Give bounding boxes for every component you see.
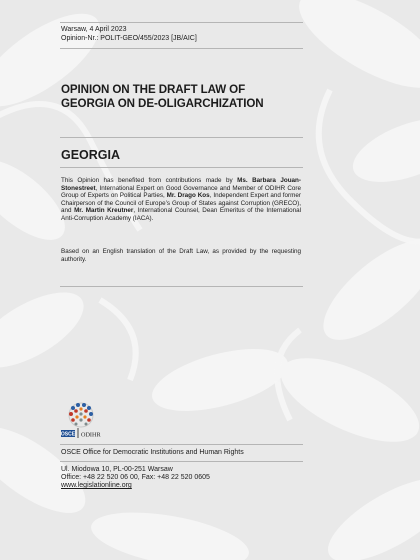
footer-rule-2 — [60, 461, 303, 462]
title-line-1: OPINION ON THE DRAFT LAW OF — [61, 83, 246, 96]
contrib-text-1: This Opinion has benefited from contributions made by — [61, 177, 238, 184]
body-rule — [60, 286, 303, 287]
website-link[interactable]: www.legislationline.org — [61, 482, 132, 489]
logo-graphic — [60, 398, 142, 446]
country-heading: GEORGIA — [61, 148, 121, 162]
translation-note: Based on an English translation of the Draft Law, as provided by the requesting authority. — [61, 248, 301, 263]
osce-odihr-logo — [60, 398, 142, 446]
address-line: Ul. Miodowa 10, PL-00-251 Warsaw — [61, 466, 173, 473]
contrib-text-4: , International Counsel, Dean Emeritus of the International Anti-Corruption Academy (IACA). — [61, 207, 302, 222]
contrib-text-2: , International Expert on Good Governance and Member of ODIHR Core Group of Experts on Political Parties, — [61, 184, 301, 200]
organization-name: OSCE Office for Democratic Institutions and Human Rights — [61, 449, 244, 456]
top-rule — [60, 22, 303, 23]
contributions-paragraph — [61, 177, 301, 223]
odihr-mark: ODIHR — [81, 431, 101, 439]
footer-rule — [60, 444, 303, 445]
date-line: Warsaw, 4 April 2023 — [61, 26, 127, 33]
title-rule — [60, 137, 303, 138]
dove-wreath-icon — [69, 403, 93, 427]
contributor-name-2: Mr. Drago Kos — [166, 192, 210, 200]
contributor-name-1: Ms. Barbara Jouan-Stonestreet — [61, 177, 302, 192]
opinion-number: Opinion-Nr.: POLIT-GEO/455/2023 [JB/AIC] — [61, 35, 197, 42]
contact-line: Office: +48 22 520 06 00, Fax: +48 22 520 0605 — [61, 474, 210, 481]
osce-mark: OSCE — [60, 431, 76, 438]
country-rule — [60, 167, 303, 168]
document-title — [61, 83, 301, 112]
header-rule — [60, 48, 303, 49]
contributor-name-3: Mr. Martin Kreutner — [74, 207, 134, 215]
contrib-text-3: , Independent Expert and former Chairperson of the Council of Europe’s Group of States against Corruption (GRECO), and — [61, 192, 301, 215]
title-line-2: GEORGIA ON DE-OLIGARCHIZATION — [61, 97, 264, 111]
